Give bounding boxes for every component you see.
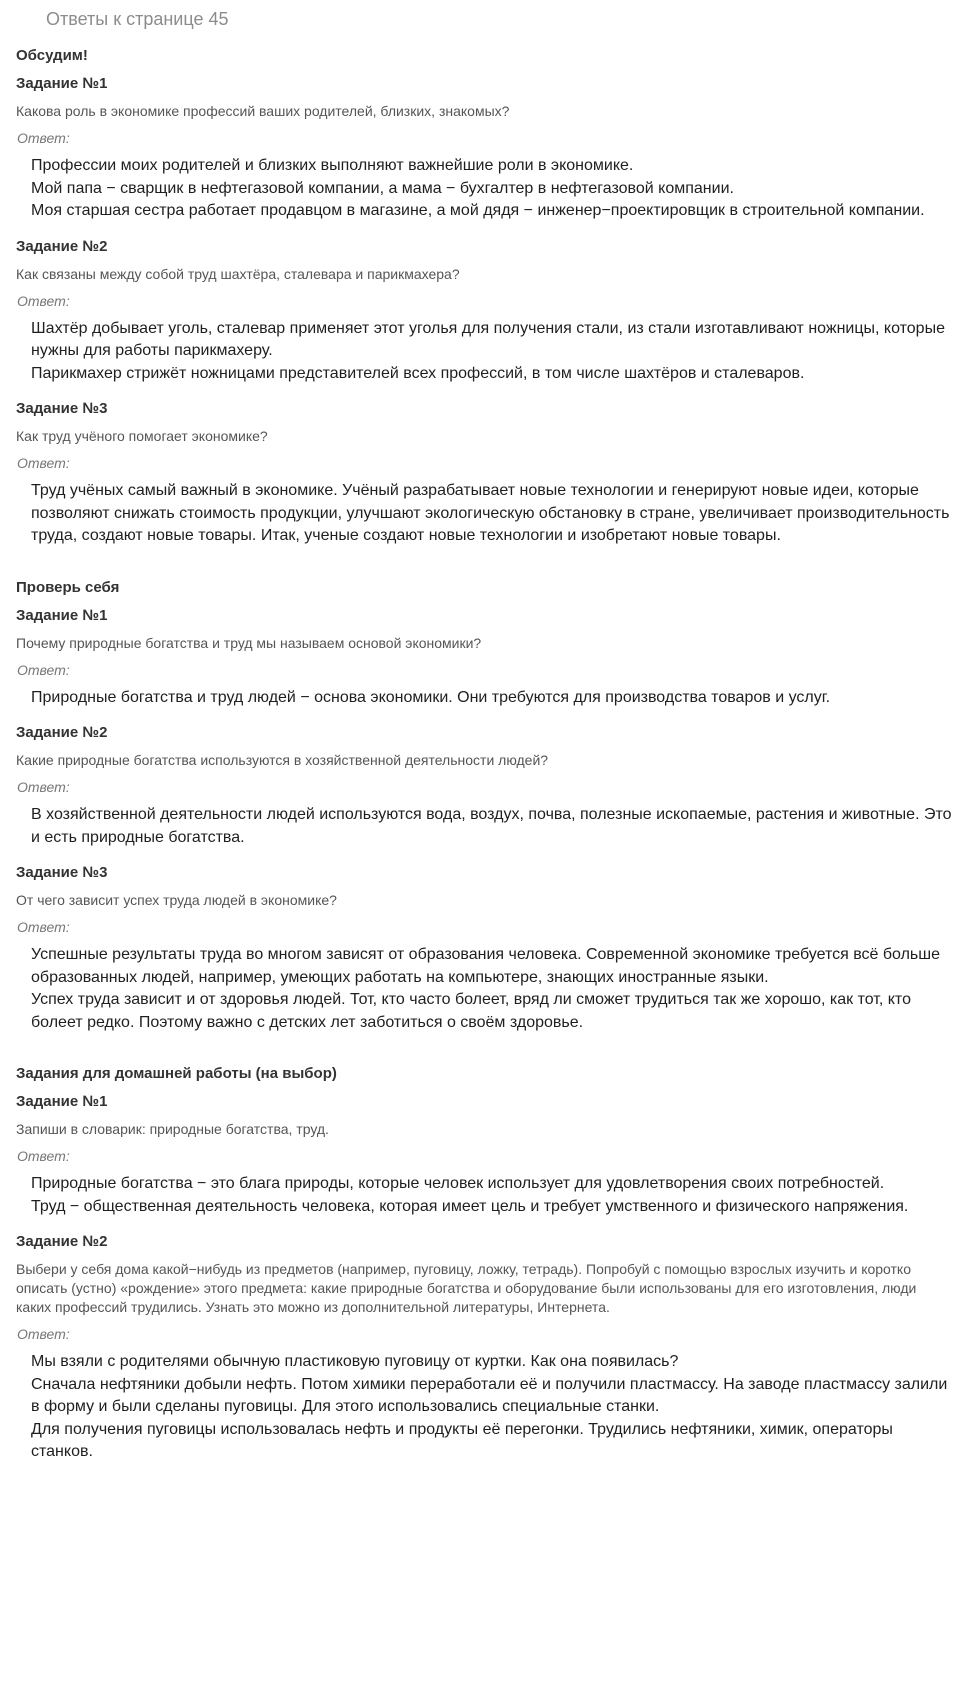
section-title: Задания для домашней работы (на выбор)	[16, 1065, 337, 1082]
task-question: Как труд учёного помогает экономике?	[16, 428, 268, 444]
answer-paragraph: Моя старшая сестра работает продавцом в магазине, а мой дядя − инженер−проектировщик в строительной компании.	[31, 202, 925, 219]
answer-text	[31, 318, 954, 386]
task-question: Выбери у себя дома какой−нибудь из предметов (например, пуговицу, ложку, тетрадь). Попробуй с помощью взрослых изучить и коротко описать (устно) «рождение» этого предмета: какие природные богатства и оборудование были использованы для его изготовления, люди каких профессий трудились. Узнать это можно из дополнительной литературы, Интернета.	[16, 1261, 917, 1315]
answer-paragraph: Успех труда зависит и от здоровья людей. Тот, кто часто болеет, вряд ли сможет трудиться так же хорошо, как тот, кто болеет редко. Поэтому важно с детских лет заботиться о своём здоровье.	[31, 991, 911, 1031]
answer-text	[31, 804, 954, 849]
task-question: Запиши в словарик: природные богатства, труд.	[16, 1121, 329, 1137]
task-block	[16, 723, 954, 849]
answer-paragraph: Сначала нефтяники добыли нефть. Потом химики переработали её и получили пластмассу. На заводе пластмассу залили в форму и были сделаны пуговицы. Для этого использовались специальные станки.	[31, 1375, 948, 1415]
answer-paragraph: Шахтёр добывает уголь, сталевар применяет этот уголья для получения стали, из стали изготавливают ножницы, которые нужны для работы парикмахеру.	[31, 319, 945, 359]
answer-paragraph: Профессии моих родителей и близких выполняют важнейшие роли в экономике.	[31, 157, 634, 174]
task-title: Задание №3	[16, 400, 108, 417]
task-title: Задание №2	[16, 724, 108, 741]
answer-label: Ответ:	[17, 661, 70, 678]
answer-paragraph: Природные богатства − это блага природы, которые человек использует для удовлетворения своих потребностей.	[31, 1175, 885, 1192]
task-question: Почему природные богатства и труд мы называем основой экономики?	[16, 634, 482, 651]
answer-paragraph: Мы взяли с родителями обычную пластиковую пуговицу от куртки. Как она появилась?	[31, 1353, 679, 1370]
answer-label: Ответ:	[17, 1148, 70, 1164]
task-question: Как связаны между собой труд шахтёра, сталевара и парикмахера?	[16, 265, 460, 282]
answer-paragraph: Природные богатства и труд людей − основа экономики. Они требуются для производства товаров и услуг.	[31, 688, 831, 706]
answer-text	[31, 1351, 954, 1464]
answer-text	[31, 687, 954, 710]
answer-label: Ответ:	[17, 919, 70, 935]
task-question: Какова роль в экономике профессий ваших родителей, близких, знакомых?	[16, 103, 510, 119]
answer-paragraph: Успешные результаты труда во многом зависят от образования человека. Современной экономике требуется всё больше образованных людей, например, умеющих работать на компьютере, знающих иностранные языки.	[31, 946, 940, 986]
answer-label: Ответ:	[17, 455, 70, 471]
answer-label: Ответ:	[17, 779, 70, 795]
task-block	[16, 1232, 954, 1464]
answer-paragraph: Труд учёных самый важный в экономике. Учёный разрабатывает новые технологии и генерируют новые идеи, которые позволяют снижать стоимость продукции, улучшают экологическую обстановку в стране, увеличивает производительность труда, создают новые товары. Итак, ученые создают новые технологии и изобретают новые товары.	[31, 482, 950, 544]
task-block	[16, 863, 954, 1034]
task-title: Задание №1	[16, 75, 108, 92]
answer-text	[31, 480, 954, 548]
task-question: Какие природные богатства используются в хозяйственной деятельности людей?	[16, 752, 549, 768]
task-block	[16, 237, 954, 386]
task-question: От чего зависит успех труда людей в экономике?	[16, 892, 337, 908]
task-title: Задание №3	[16, 864, 108, 881]
page-title: Ответы к странице 45	[46, 9, 229, 29]
answer-paragraph: Мой папа − сварщик в нефтегазовой компании, а мама − бухгалтер в нефтегазовой компании.	[31, 179, 734, 197]
section	[16, 578, 954, 1035]
answer-text	[31, 944, 954, 1034]
answer-paragraph: Для получения пуговицы использовалась нефть и продукты её перегонки. Трудились нефтяники, химик, операторы станков.	[31, 1420, 893, 1460]
task-block	[16, 606, 954, 710]
task-title: Задание №1	[16, 1093, 108, 1110]
task-title: Задание №1	[16, 606, 108, 624]
section-title: Проверь себя	[16, 578, 120, 596]
sections-container	[0, 46, 970, 1464]
section	[16, 46, 954, 548]
answer-paragraph: Труд − общественная деятельность человека, которая имеет цель и требует умственного и физического напряжения.	[31, 1197, 909, 1215]
section	[16, 1064, 954, 1464]
task-block	[16, 74, 954, 223]
task-title: Задание №2	[16, 1233, 108, 1250]
section-title: Обсудим!	[16, 47, 88, 64]
answer-label: Ответ:	[17, 1326, 70, 1342]
answer-label: Ответ:	[17, 130, 70, 146]
answer-text	[31, 155, 954, 223]
answer-paragraph: Парикмахер стрижёт ножницами представителей всех профессий, в том числе шахтёров и сталеваров.	[31, 364, 805, 382]
task-title: Задание №2	[16, 237, 108, 255]
answer-label: Ответ:	[17, 292, 70, 309]
answer-paragraph: В хозяйственной деятельности людей используются вода, воздух, почва, полезные ископаемые, растения и животные. Это и есть природные богатства.	[31, 806, 952, 846]
task-block	[16, 399, 954, 548]
task-block	[16, 1092, 954, 1218]
answer-text	[31, 1173, 954, 1218]
